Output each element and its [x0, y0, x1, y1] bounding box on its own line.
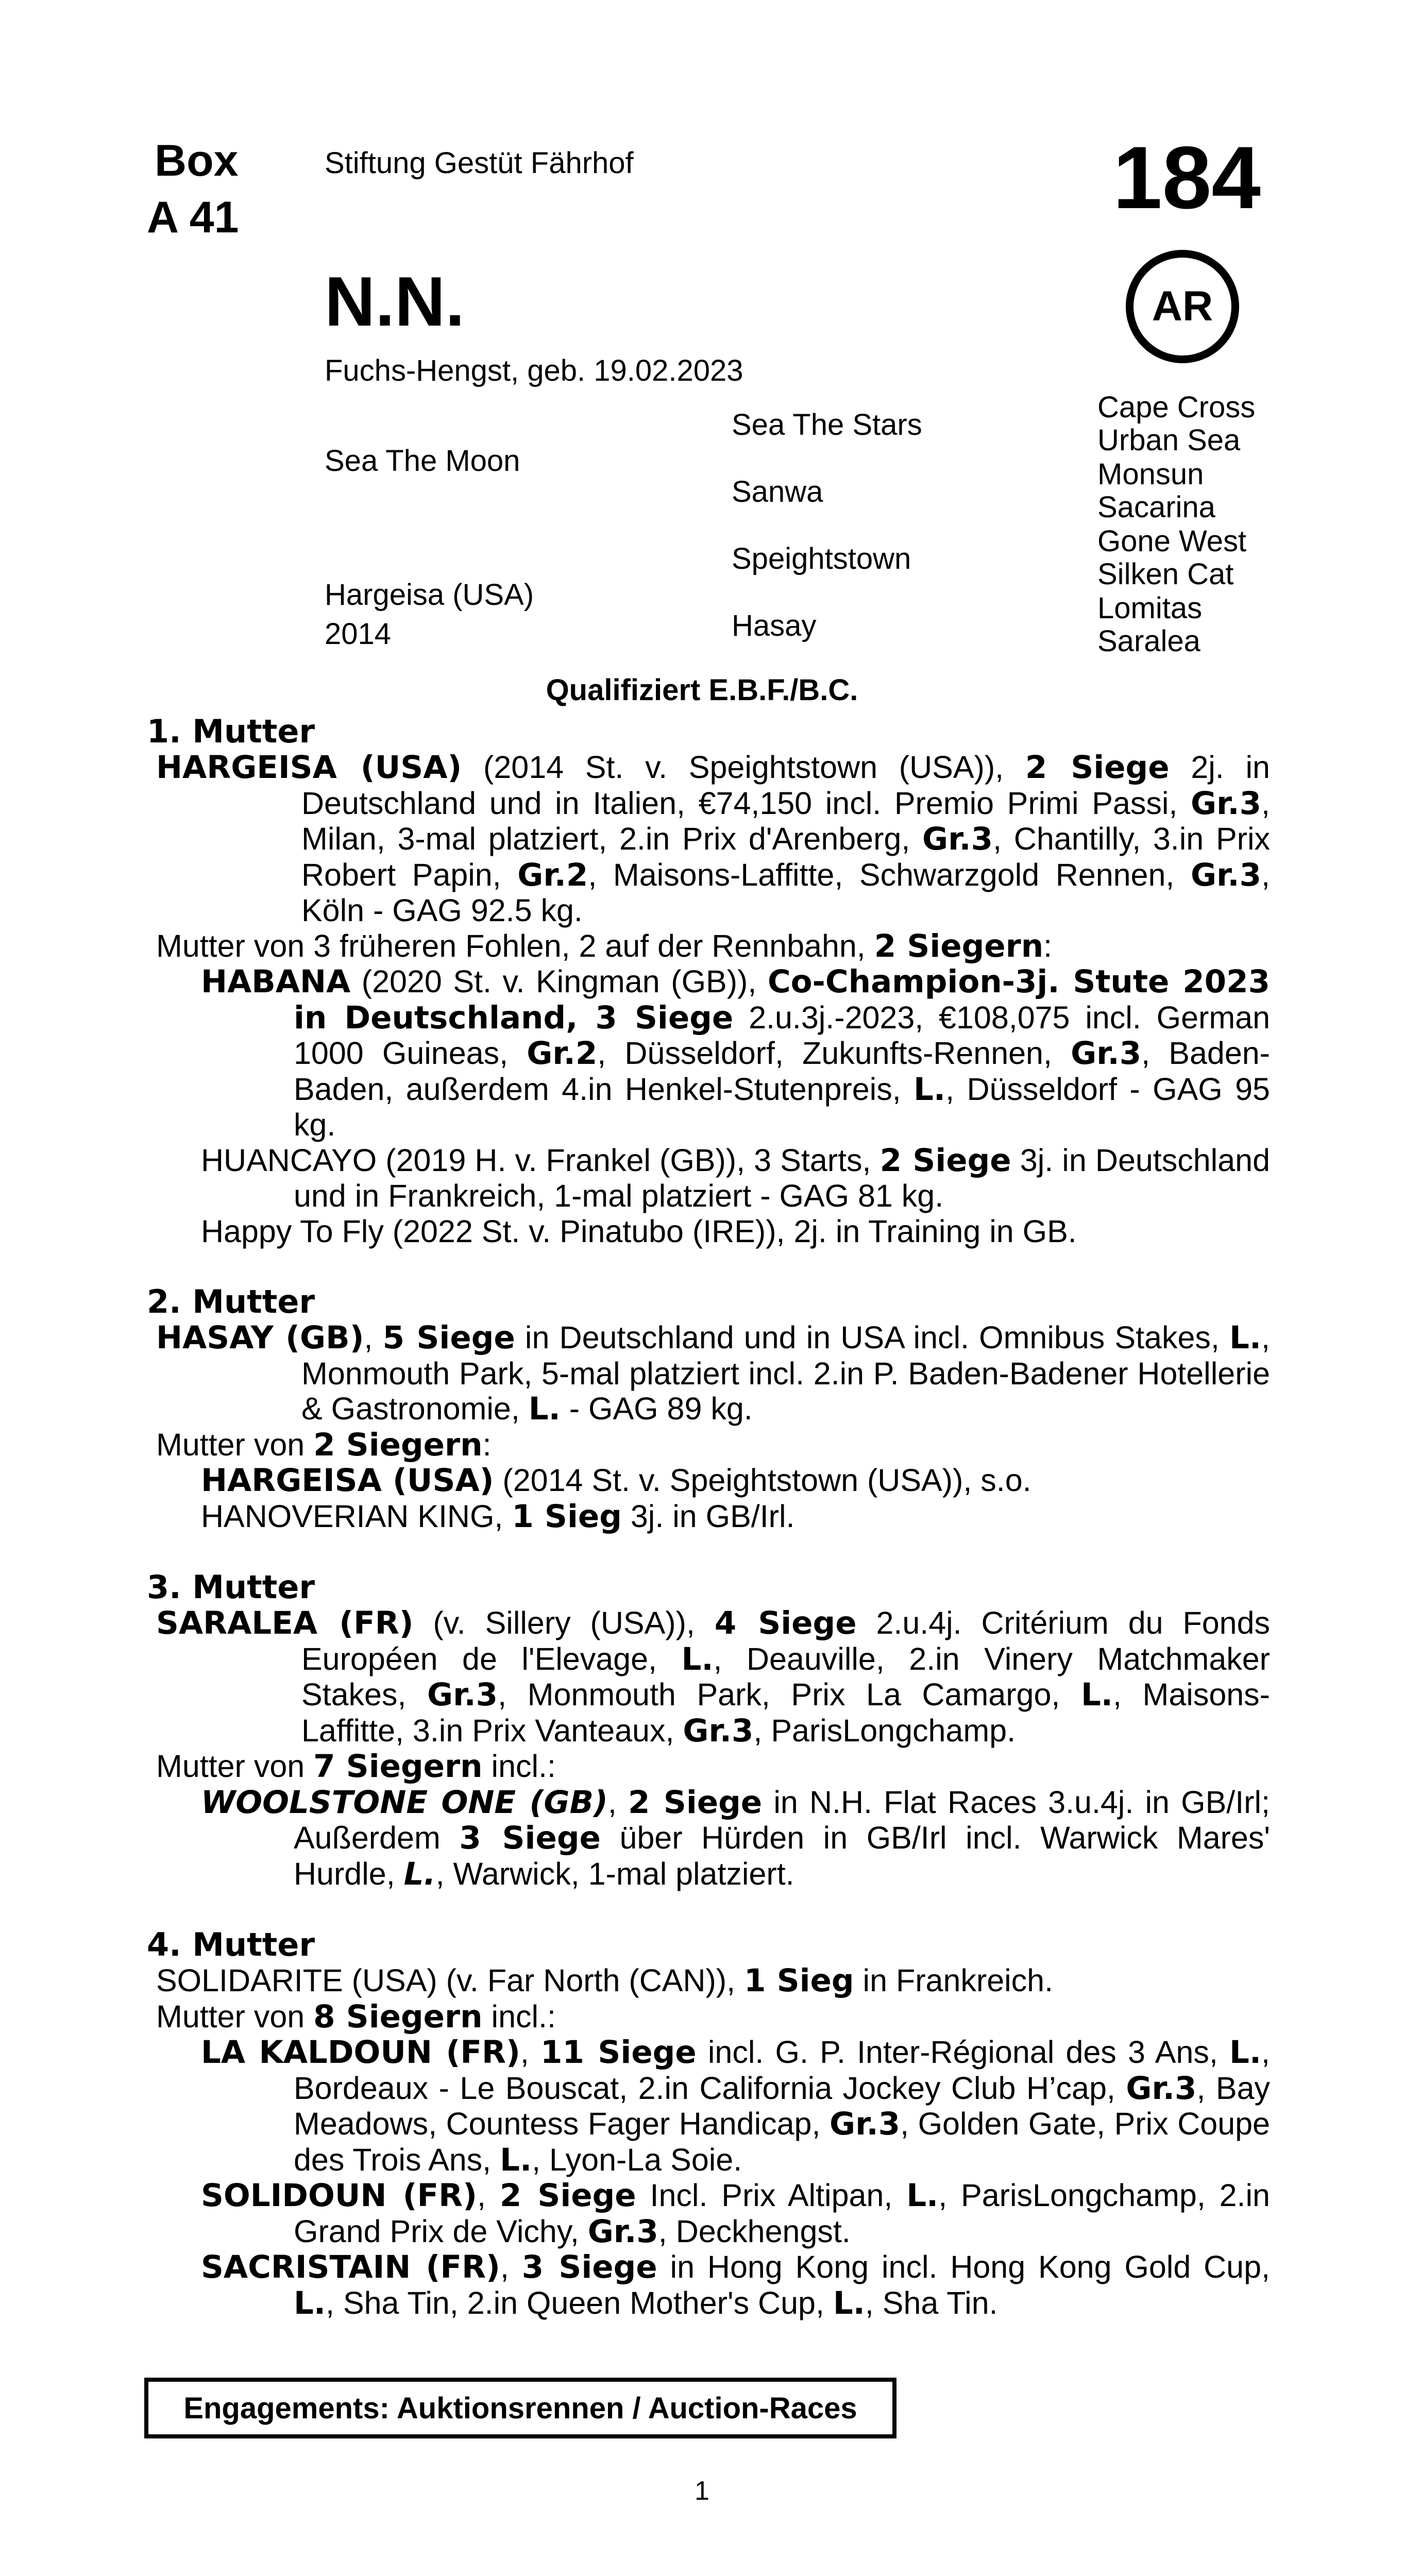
- dam-produce: Mutter von 8 Siegern incl.:: [156, 1998, 556, 2035]
- foal-record: HUANCAYO (2019 H. v. Frankel (GB)), 3 Starts, 2 Siege 3j. in Deutschland und in Frankreich, 1-mal platziert - GAG 81 kg.: [201, 1142, 1270, 1213]
- dam-record: SARALEA (FR) (v. Sillery (USA)), 4 Siege 2.u.4j. Critérium du Fonds Européen de l'Elevage, L., Deauville, 2.in Vinery Matchmaker Stakes, Gr.3, Monmouth Park, Prix La Camargo, L., Maisons-Laffitte, 3.in Prix Vanteaux, Gr.3, ParisLongchamp.: [156, 1605, 1270, 1749]
- pedigree-dam-sire: Speightstown: [732, 542, 911, 575]
- pedigree-g3: Sacarina: [1097, 490, 1215, 524]
- dam-heading: 2. Mutter: [147, 1283, 315, 1320]
- pedigree-g3: Lomitas: [1097, 591, 1203, 625]
- dam-heading: 1. Mutter: [147, 713, 315, 750]
- dam-record: HARGEISA (USA) (2014 St. v. Speightstown (USA)), 2 Siege 2j. in Deutschland und in Italien, €74,150 incl. Premio Primi Passi, Gr.3, Milan, 3-mal platziert, 2.in Prix d'Arenberg, Gr.3, Chantilly, 3.in Prix Robert Papin, Gr.2, Maisons-Laffitte, Schwarzgold Rennen, Gr.3, Köln - GAG 92.5 kg.: [156, 749, 1270, 928]
- owner: Stiftung Gestüt Fährhof: [325, 146, 634, 180]
- pedigree-sire: Sea The Moon: [325, 444, 520, 478]
- horse-description: Fuchs-Hengst, geb. 19.02.2023: [325, 354, 743, 387]
- box-number: A 41: [147, 193, 239, 242]
- pedigree-dam: Hargeisa (USA): [325, 578, 534, 612]
- engagements-box: Engagements: Auktionsrennen / Auction-Races: [144, 2378, 896, 2438]
- foal-record: WOOLSTONE ONE (GB), 2 Siege in N.H. Flat Races 3.u.4j. in GB/Irl; Außerdem 3 Siege über Hürden in GB/Irl incl. Warwick Mares' Hurdle, L., Warwick, 1-mal platziert.: [201, 1784, 1271, 1892]
- dam-produce: Mutter von 7 Siegern incl.:: [156, 1748, 556, 1785]
- dam-record: HASAY (GB), 5 Siege in Deutschland und in USA incl. Omnibus Stakes, L., Monmouth Park, 5-mal platziert incl. 2.in P. Baden-Badener Hotellerie & Gastronomie, L. - GAG 89 kg.: [156, 1319, 1270, 1427]
- foal-record: HANOVERIAN KING, 1 Sieg 3j. in GB/Irl.: [201, 1498, 795, 1535]
- pedigree-g3: Urban Sea: [1097, 423, 1241, 457]
- dam-heading: 3. Mutter: [147, 1568, 315, 1606]
- ar-badge: AR: [1126, 250, 1239, 363]
- pedigree-dam-dam: Hasay: [732, 609, 817, 642]
- dam-produce: Mutter von 2 Siegern:: [156, 1426, 492, 1463]
- pedigree-g3: Saralea: [1097, 624, 1200, 658]
- dam-produce: Mutter von 3 früheren Fohlen, 2 auf der Rennbahn, 2 Siegern:: [156, 927, 1053, 964]
- foal-record: LA KALDOUN (FR), 11 Siege incl. G. P. Inter-Régional des 3 Ans, L., Bordeaux - Le Bouscat, 2.in California Jockey Club H’cap, Gr.3, Bay Meadows, Countess Fager Handicap, Gr.3, Golden Gate, Prix Coupe des Trois Ans, L., Lyon-La Soie.: [201, 2034, 1270, 2178]
- pedigree-g3: Silken Cat: [1097, 557, 1234, 591]
- lot-number: 184: [1113, 128, 1261, 227]
- page-number: 1: [695, 2476, 709, 2506]
- pedigree-sire-dam: Sanwa: [732, 475, 823, 509]
- horse-name: N.N.: [325, 262, 465, 341]
- pedigree-g3: Monsun: [1097, 457, 1204, 491]
- dam-record: SOLIDARITE (USA) (v. Far North (CAN)), 1 Sieg in Frankreich.: [156, 1962, 1054, 1999]
- foal-record: SOLIDOUN (FR), 2 Siege Incl. Prix Altipan, L., ParisLongchamp, 2.in Grand Prix de Vichy, Gr.3, Deckhengst.: [201, 2177, 1270, 2250]
- box-label: Box: [155, 136, 239, 185]
- pedigree-g3: Gone West: [1097, 524, 1247, 558]
- foal-record: HABANA (2020 St. v. Kingman (GB)), Co-Champion-3j. Stute 2023 in Deutschland, 3 Siege 2.u.3j.-2023, €108,075 incl. German 1000 Guineas, Gr.2, Düsseldorf, Zukunfts-Rennen, Gr.3, Baden-Baden, außerdem 4.in Henkel-Stutenpreis, L., Düsseldorf - GAG 95 kg.: [201, 963, 1270, 1142]
- foal-record: SACRISTAIN (FR), 3 Siege in Hong Kong incl. Hong Kong Gold Cup, L., Sha Tin, 2.in Queen Mother's Cup, L., Sha Tin.: [201, 2249, 1270, 2321]
- family-section: [147, 714, 1270, 2321]
- qualification: Qualifiziert E.B.F./B.C.: [546, 673, 858, 707]
- pedigree-sire-sire: Sea The Stars: [732, 408, 922, 442]
- pedigree-g3: Cape Cross: [1097, 391, 1256, 424]
- pedigree-dam-year: 2014: [325, 617, 392, 651]
- foal-record: Happy To Fly (2022 St. v. Pinatubo (IRE)), 2j. in Training in GB.: [201, 1213, 1077, 1249]
- dam-heading: 4. Mutter: [147, 1926, 315, 1963]
- foal-record: HARGEISA (USA) (2014 St. v. Speightstown (USA)), s.o.: [201, 1462, 1031, 1499]
